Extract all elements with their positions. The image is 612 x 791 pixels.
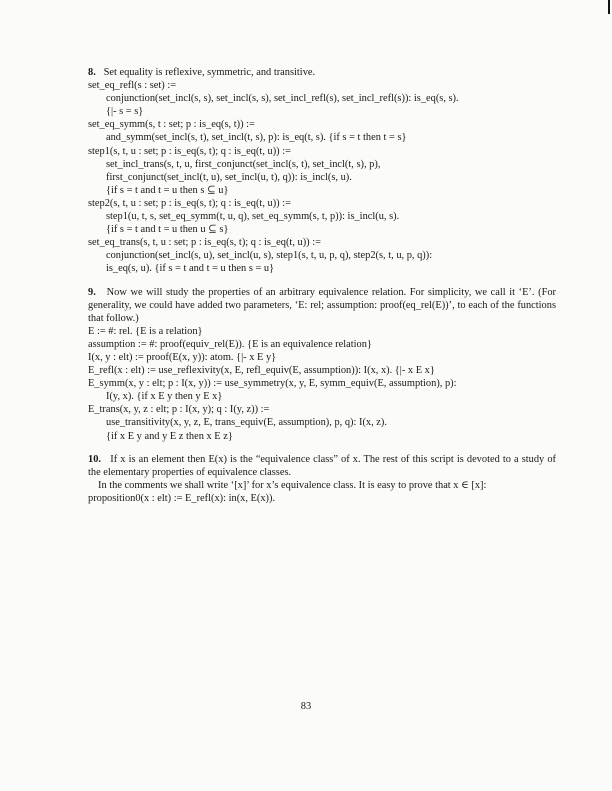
page-number: 83 [300, 701, 312, 712]
section-text: If x is an element then E(x) is the “equivalence class” of x. The rest of this script is devoted to a study of the elementary properties of equivalence classes. [88, 453, 556, 478]
section-text: Now we will study the properties of an arbitrary equivalence relation. For simplicity, we call it ‘E’. (For generality, we could have added two parameters, ‘E: rel; assumption: proof(eq_rel(E))’, to each of the functions that follow.) [88, 286, 556, 324]
code-line: set_eq_refl(s : set) := [88, 80, 177, 92]
section-9-heading [88, 286, 556, 325]
code-line: and_symm(set_incl(s, t), set_incl(t, s), p): is_eq(t, s). {if s = t then t = s} [106, 132, 407, 144]
section-text: Set equality is reflexive, symmetric, and transitive. [103, 67, 316, 78]
code-line: proposition0(x : elt) := E_refl(x): in(x, E(x)). [88, 492, 276, 504]
code-line: use_transitivity(x, y, z, E, trans_equiv(E, assumption), p, q): I(x, z). [106, 417, 387, 429]
code-line: set_incl_trans(s, t, u, first_conjunct(set_incl(s, t), set_incl(t, s), p), [106, 158, 381, 170]
scan-edge-mark [608, 0, 610, 14]
code-line: step2(s, t, u : set; p : is_eq(s, t); q : is_eq(t, u)) := [88, 197, 291, 209]
code-line: I(x, y : elt) := proof(E(x, y)): atom. {|- x E y} [88, 351, 277, 363]
code-line: conjunction(set_incl(s, s), set_incl(s, s), set_incl_refl(s), set_incl_refl(s)): is_eq(s, s). [106, 93, 459, 105]
code-line: E := #: rel. {E is a relation} [88, 325, 203, 337]
section-8-heading [88, 66, 556, 79]
code-comment: {if s = t and t = u then s ⊆ u} [106, 184, 229, 196]
code-line: E_symm(x, y : elt; p : I(x, y)) := use_symmetry(x, y, E, symm_equiv(E, assumption), p): [88, 378, 457, 390]
code-line: I(y, x). {if x E y then y E x} [106, 391, 223, 403]
code-line: set_eq_trans(s, t, u : set; p : is_eq(s, t); q : is_eq(t, u)) := [88, 237, 321, 249]
code-comment: {|- s = s} [106, 106, 144, 118]
code-line: E_refl(x : elt) := use_reflexivity(x, E, refl_equiv(E, assumption)): I(x, x). {|- x E x} [88, 365, 435, 377]
code-line: step1(s, t, u : set; p : is_eq(s, t); q : is_eq(t, u)) := [88, 145, 291, 157]
code-line: set_eq_symm(s, t : set; p : is_eq(s, t)) := [88, 119, 255, 131]
section-10-heading [88, 453, 556, 479]
code-comment: {if x E y and y E z then x E z} [106, 430, 233, 442]
code-line: is_eq(s, u). {if s = t and t = u then s = u} [106, 263, 275, 275]
code-line: assumption := #: proof(equiv_rel(E)). {E is an equivalence relation} [88, 338, 372, 350]
code-line: first_conjunct(set_incl(t, u), set_incl(u, t), q)): is_incl(s, u). [106, 171, 352, 183]
code-line: step1(u, t, s, set_eq_symm(t, u, q), set_eq_symm(s, t, p)): is_incl(u, s). [106, 211, 400, 223]
section-number: 9. [88, 286, 96, 298]
section-number: 8. [88, 67, 96, 78]
section-number: 10. [88, 453, 101, 465]
code-comment: {if s = t and t = u then u ⊆ s} [106, 224, 229, 236]
code-line: conjunction(set_incl(s, u), set_incl(u, s), step1(s, t, u, p, q), step2(s, t, u, p, q)): [106, 250, 433, 262]
code-line: E_trans(x, y, z : elt; p : I(x, y); q : I(y, z)) := [88, 404, 270, 416]
section-10-paragraph: In the comments we shall write ‘[x]’ for x’s equivalence class. It is easy to prove that x ∈ [x]: [98, 479, 487, 491]
page-content [88, 66, 556, 505]
